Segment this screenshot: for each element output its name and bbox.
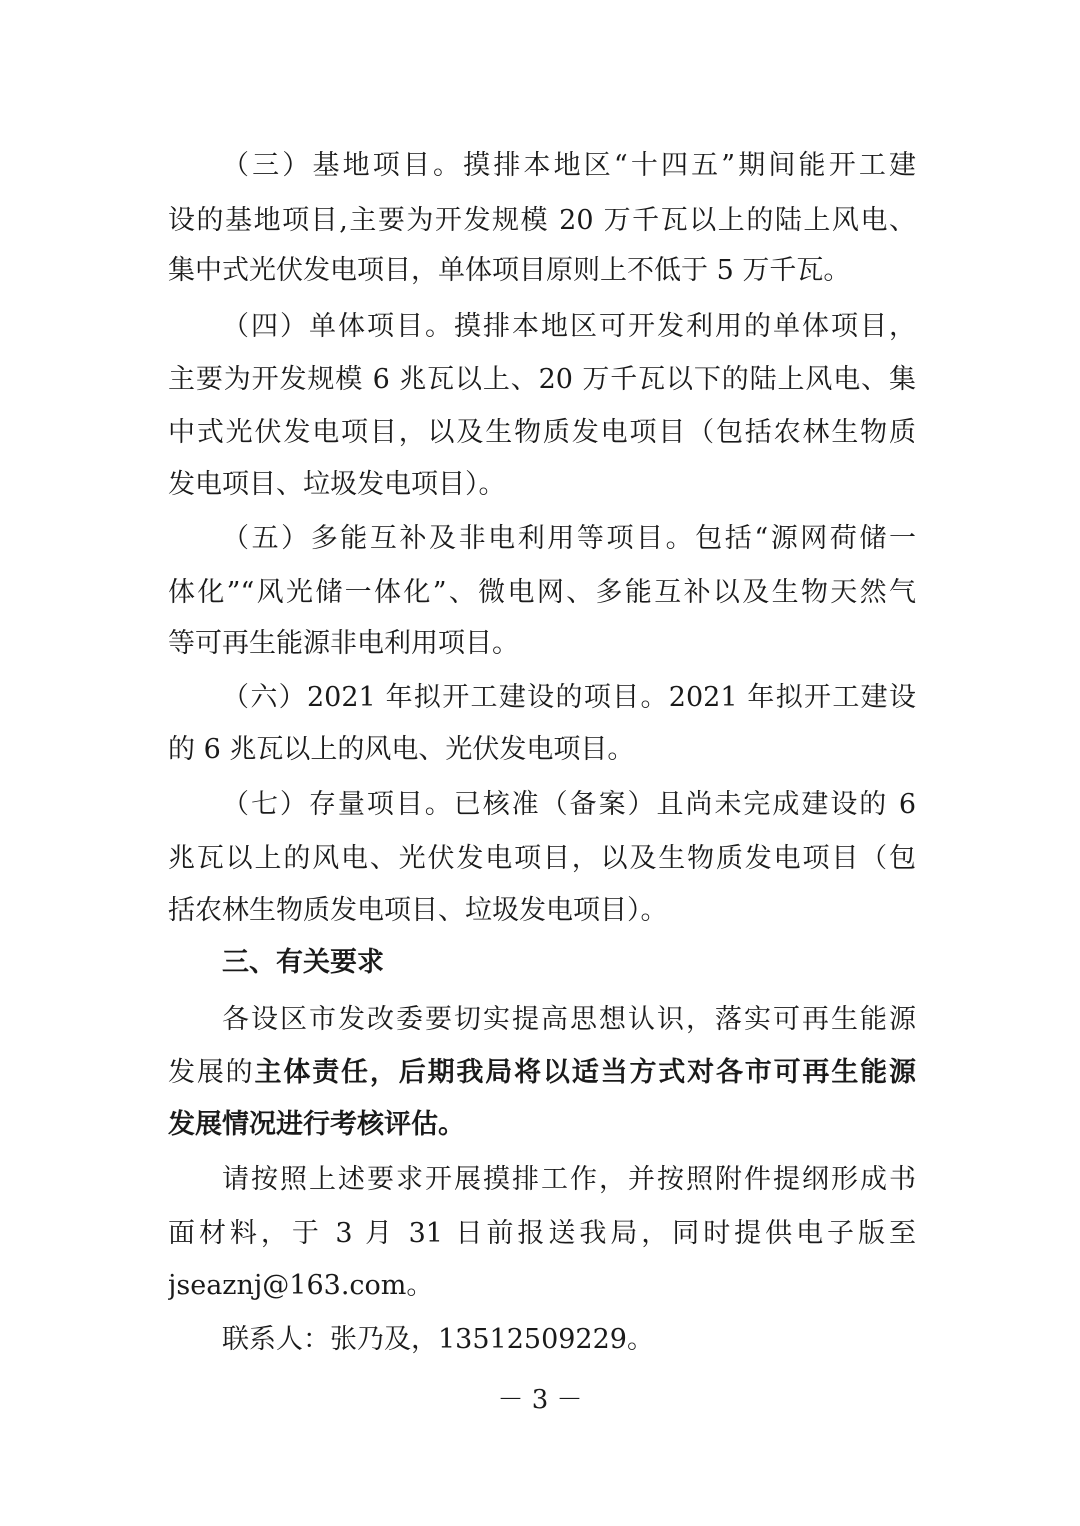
paragraph-seven-line-1: （七）存量项目。已核准（备案）且尚未完成建设的 6 — [222, 789, 916, 820]
paragraph-four-line-2: 主要为开发规模 6 兆瓦以上、20 万千瓦以下的陆上风电、集 — [168, 364, 916, 395]
paragraph-seven-line-2: 兆瓦以上的风电、光伏发电项目，以及生物质发电项目（包 — [168, 843, 916, 874]
instructions-line-2: 面材料，于 3 月 31 日前报送我局，同时提供电子版至 — [168, 1218, 916, 1249]
page-number: － 3 － — [497, 1385, 583, 1415]
paragraph-five-line-1: （五）多能互补及非电利用等项目。包括“源网荷储一 — [222, 523, 916, 554]
requirements-line-2-bold: 主体责任，后期我局将以适当方式对各市可再生能源 — [254, 1057, 916, 1088]
paragraph-three-line-1: （三）基地项目。摸排本地区“十四五”期间能开工建 — [222, 150, 916, 181]
instructions-email-line: jseaznj@163.com。 — [168, 1270, 434, 1301]
paragraph-three-line-3: 集中式光伏发电项目，单体项目原则上不低于 5 万千瓦。 — [168, 255, 851, 286]
requirements-line-2 — [168, 1053, 916, 1093]
requirements-line-1: 各设区市发改委要切实提高思想认识，落实可再生能源 — [222, 1004, 916, 1035]
paragraph-four-line-4: 发电项目、垃圾发电项目）。 — [168, 469, 506, 500]
section-heading: 三、有关要求 — [222, 947, 384, 978]
paragraph-five-line-2: 体化”“风光储一体化”、微电网、多能互补以及生物天然气 — [168, 577, 916, 608]
paragraph-seven-line-3: 括农林生物质发电项目、垃圾发电项目）。 — [168, 895, 668, 926]
paragraph-four-line-1: （四）单体项目。摸排本地区可开发利用的单体项目， — [222, 311, 916, 342]
instructions-line-1: 请按照上述要求开展摸排工作，并按照附件提纲形成书 — [222, 1164, 916, 1195]
contact-line: 联系人：张乃及，13512509229。 — [222, 1324, 654, 1355]
paragraph-six-line-1: （六）2021 年拟开工建设的项目。2021 年拟开工建设 — [222, 682, 916, 713]
paragraph-four-line-3: 中式光伏发电项目，以及生物质发电项目（包括农林生物质 — [168, 417, 916, 448]
requirements-line-3: 发展情况进行考核评估。 — [168, 1109, 465, 1140]
requirements-line-2-plain: 发展的 — [168, 1057, 255, 1088]
paragraph-five-line-3: 等可再生能源非电利用项目。 — [168, 628, 519, 659]
paragraph-six-line-2: 的 6 兆瓦以上的风电、光伏发电项目。 — [168, 734, 635, 765]
paragraph-three-line-2: 设的基地项目,主要为开发规模 20 万千瓦以上的陆上风电、 — [168, 205, 916, 236]
